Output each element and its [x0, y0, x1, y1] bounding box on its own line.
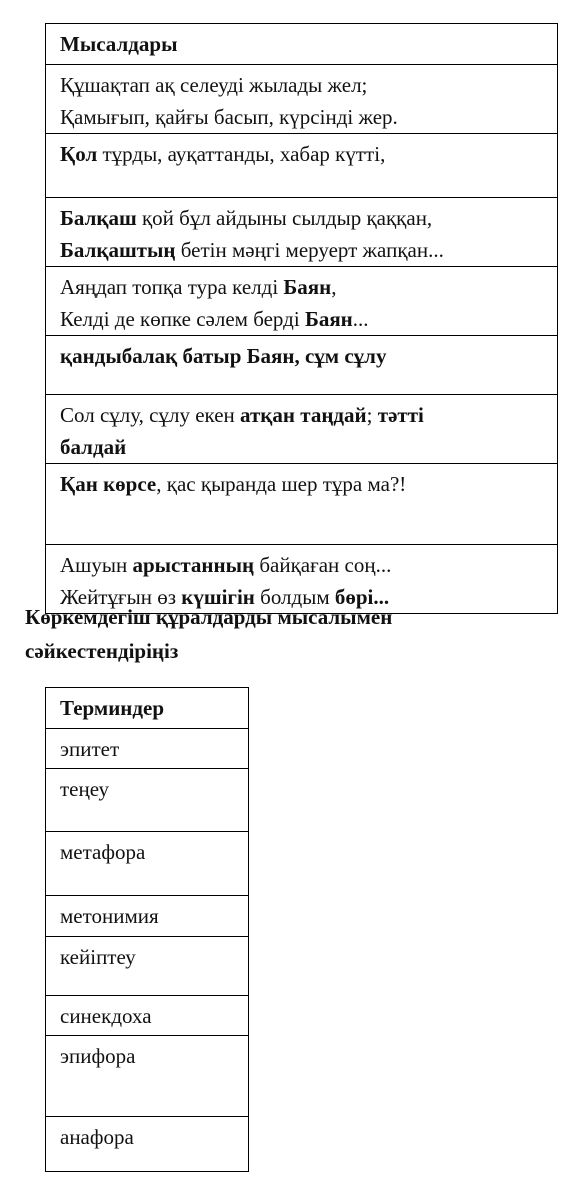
example-line	[60, 399, 543, 431]
example-cell	[46, 267, 558, 336]
example-row	[46, 134, 558, 198]
term-cell: теңеу	[46, 769, 249, 832]
example-cell	[46, 198, 558, 267]
term-row	[46, 832, 249, 896]
example-text: Қамығып, қайғы басып, күрсінді жер.	[60, 105, 398, 129]
terms-header-row	[46, 688, 249, 729]
example-row	[46, 395, 558, 464]
term-row	[46, 729, 249, 769]
example-text: болдым	[254, 585, 335, 609]
example-bold-text: бөрі...	[334, 585, 390, 609]
example-text: Ашуын	[60, 553, 133, 577]
terms-table	[45, 687, 249, 1172]
term-cell: эпифора	[46, 1036, 249, 1117]
examples-header: Мысалдары	[46, 24, 558, 65]
example-text: тұрды, ауқаттанды, хабар күтті,	[97, 142, 386, 166]
example-line	[60, 138, 543, 170]
example-cell	[46, 464, 558, 545]
example-bold-text: Баян	[283, 275, 332, 299]
example-row	[46, 198, 558, 267]
example-cell	[46, 134, 558, 198]
example-line	[60, 468, 543, 500]
term-row	[46, 1036, 249, 1117]
example-line	[60, 271, 543, 303]
example-text: Құшақтап ақ селеуді жылады жел;	[60, 73, 368, 97]
example-text: ,	[331, 275, 337, 299]
term-row	[46, 896, 249, 937]
example-bold-text: Баян	[304, 307, 353, 331]
example-text: ;	[366, 403, 378, 427]
instruction-text	[25, 600, 565, 668]
term-row	[46, 769, 249, 832]
example-line	[60, 69, 543, 101]
example-bold-text: балдай	[60, 435, 127, 459]
example-text: Жейтұғын өз	[60, 585, 182, 609]
example-text: Келді де көпке сәлем берді	[60, 307, 305, 331]
example-bold-text: арыстанның	[132, 553, 255, 577]
term-row	[46, 996, 249, 1036]
terms-header: Терминдер	[46, 688, 249, 729]
example-cell	[46, 65, 558, 134]
example-bold-text: қандыбалақ батыр Баян, сұм сұлу	[60, 344, 387, 368]
example-bold-text: тәтті	[377, 403, 424, 427]
instruction-line-2: сәйкестендіріңіз	[25, 639, 179, 663]
example-line	[60, 340, 543, 372]
term-row	[46, 937, 249, 996]
example-line	[60, 101, 543, 133]
example-text: , қас қыранда шер тұра ма?!	[156, 472, 407, 496]
instruction-line-1: Көркемдегіш құралдарды мысалымен	[25, 605, 393, 629]
examples-table	[45, 23, 558, 614]
example-row	[46, 464, 558, 545]
example-row	[46, 336, 558, 395]
term-cell: кейіптеу	[46, 937, 249, 996]
example-bold-text: күшігін	[181, 585, 255, 609]
example-text: ...	[352, 307, 369, 331]
example-row	[46, 267, 558, 336]
example-text: қой бұл айдыны сылдыр қаққан,	[136, 206, 433, 230]
examples-header-row	[46, 24, 558, 65]
example-bold-text: Балқаштың	[60, 238, 176, 262]
example-text: байқаған соң...	[254, 553, 392, 577]
example-line	[60, 549, 543, 581]
example-text: Сол сұлу, сұлу екен	[60, 403, 241, 427]
example-row	[46, 65, 558, 134]
term-cell: метонимия	[46, 896, 249, 937]
term-cell: эпитет	[46, 729, 249, 769]
term-cell: метафора	[46, 832, 249, 896]
example-line	[60, 234, 543, 266]
example-cell	[46, 336, 558, 395]
example-bold-text: Қол	[60, 142, 98, 166]
example-text: бетін мәңгі меруерт жапқан...	[175, 238, 444, 262]
term-cell: синекдоха	[46, 996, 249, 1036]
term-cell: анафора	[46, 1117, 249, 1172]
example-text: Аяңдап топқа тура келді	[60, 275, 284, 299]
example-cell	[46, 395, 558, 464]
example-line	[60, 202, 543, 234]
example-bold-text: Балқаш	[60, 206, 137, 230]
term-row	[46, 1117, 249, 1172]
example-line	[60, 431, 543, 463]
example-bold-text: атқан таңдай	[240, 403, 367, 427]
example-line	[60, 303, 543, 335]
example-bold-text: Қан көрсе	[60, 472, 157, 496]
